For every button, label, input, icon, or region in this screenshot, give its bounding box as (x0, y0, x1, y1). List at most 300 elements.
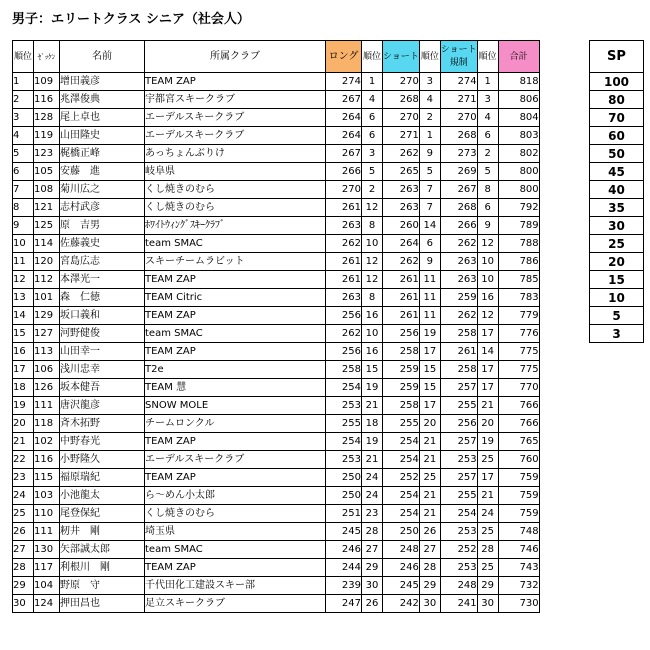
cell-total: 760 (498, 451, 539, 469)
cell-long-rank: 26 (362, 595, 383, 613)
cell-long-rank: 30 (362, 577, 383, 595)
cell-name: 矢部誠太郎 (60, 541, 145, 559)
cell-bib: 111 (34, 523, 60, 541)
cell-short-rank: 30 (419, 595, 440, 613)
cell-club: TEAM ZAP (145, 307, 326, 325)
table-row (13, 487, 540, 505)
sp-value: 10 (590, 289, 644, 307)
cell-short: 242 (383, 595, 420, 613)
cell-short-regulated-rank: 17 (477, 379, 498, 397)
sp-value: 60 (590, 127, 644, 145)
cell-long: 263 (326, 289, 362, 307)
cell-rank: 21 (13, 433, 34, 451)
cell-long-rank: 18 (362, 415, 383, 433)
cell-rank: 12 (13, 271, 34, 289)
cell-short-regulated: 263 (440, 271, 477, 289)
header-short-regulated (440, 41, 477, 73)
cell-name: 籾井 剛 (60, 523, 145, 541)
cell-long-rank: 8 (362, 217, 383, 235)
cell-name: 增田義彦 (60, 73, 145, 91)
cell-club: TEAM 慧 (145, 379, 326, 397)
cell-bib: 104 (34, 577, 60, 595)
cell-short: 262 (383, 145, 420, 163)
cell-long-rank: 27 (362, 541, 383, 559)
cell-club: エーデルスキークラブ (145, 451, 326, 469)
cell-bib: 110 (34, 505, 60, 523)
cell-total: 770 (498, 379, 539, 397)
cell-long: 255 (326, 415, 362, 433)
cell-long: 256 (326, 307, 362, 325)
cell-short-rank: 14 (419, 217, 440, 235)
cell-rank: 6 (13, 163, 34, 181)
cell-short-regulated-rank: 29 (477, 577, 498, 595)
cell-short: 260 (383, 217, 420, 235)
cell-club: team SMAC (145, 235, 326, 253)
table-row (13, 541, 540, 559)
cell-bib: 102 (34, 433, 60, 451)
table-row (13, 343, 540, 361)
cell-short-regulated: 259 (440, 289, 477, 307)
cell-short-regulated: 257 (440, 469, 477, 487)
cell-short-regulated: 273 (440, 145, 477, 163)
sp-row (590, 271, 644, 289)
cell-bib: 114 (34, 235, 60, 253)
cell-total: 743 (498, 559, 539, 577)
results-body (13, 73, 540, 613)
cell-long-rank: 10 (362, 325, 383, 343)
sp-value: 80 (590, 91, 644, 109)
cell-short: 256 (383, 325, 420, 343)
cell-short-regulated: 262 (440, 235, 477, 253)
cell-total: 759 (498, 505, 539, 523)
cell-short-regulated: 269 (440, 163, 477, 181)
header-short-regulated-rank: 順位 (477, 41, 498, 73)
cell-club: 千代田化工建設スキー部 (145, 577, 326, 595)
cell-short: 254 (383, 505, 420, 523)
cell-bib: 125 (34, 217, 60, 235)
cell-total: 804 (498, 109, 539, 127)
cell-long-rank: 6 (362, 109, 383, 127)
cell-name: 山田幸一 (60, 343, 145, 361)
table-row (13, 325, 540, 343)
cell-bib: 116 (34, 451, 60, 469)
cell-long-rank: 19 (362, 379, 383, 397)
cell-long-rank: 8 (362, 289, 383, 307)
cell-short: 265 (383, 163, 420, 181)
header-rank: 順位 (13, 41, 34, 73)
cell-total: 732 (498, 577, 539, 595)
cell-club: あっちょんぶりけ (145, 145, 326, 163)
header-row (13, 41, 540, 73)
cell-short-regulated-rank: 2 (477, 145, 498, 163)
cell-long: 245 (326, 523, 362, 541)
cell-short-regulated: 248 (440, 577, 477, 595)
sp-row (590, 73, 644, 91)
cell-club: TEAM ZAP (145, 469, 326, 487)
sp-row (590, 127, 644, 145)
table-row (13, 271, 540, 289)
cell-rank: 13 (13, 289, 34, 307)
cell-name: 押田昌也 (60, 595, 145, 613)
cell-club: くし焼きのむら (145, 505, 326, 523)
cell-short-rank: 15 (419, 361, 440, 379)
cell-short-regulated-rank: 6 (477, 199, 498, 217)
sp-header-row (590, 41, 644, 73)
cell-name: 坂本健吾 (60, 379, 145, 397)
header-short-regulated-line2: 規制 (449, 57, 468, 68)
cell-name: 尾登保紀 (60, 505, 145, 523)
table-row (13, 433, 540, 451)
cell-short-regulated-rank: 21 (477, 397, 498, 415)
cell-short-regulated-rank: 24 (477, 505, 498, 523)
cell-short-regulated: 270 (440, 109, 477, 127)
cell-long-rank: 12 (362, 253, 383, 271)
table-row (13, 415, 540, 433)
sp-row (590, 289, 644, 307)
cell-long: 253 (326, 397, 362, 415)
cell-short: 268 (383, 91, 420, 109)
cell-short-rank: 7 (419, 181, 440, 199)
cell-long-rank: 24 (362, 469, 383, 487)
sp-value: 30 (590, 217, 644, 235)
cell-total: 775 (498, 343, 539, 361)
cell-total: 786 (498, 253, 539, 271)
header-short-rank: 順位 (419, 41, 440, 73)
cell-short-rank: 19 (419, 325, 440, 343)
cell-short-regulated-rank: 25 (477, 559, 498, 577)
sp-row (590, 181, 644, 199)
cell-rank: 3 (13, 109, 34, 127)
cell-short-rank: 6 (419, 235, 440, 253)
header-long: ロング (326, 41, 362, 73)
sp-row (590, 307, 644, 325)
cell-short-regulated: 258 (440, 361, 477, 379)
cell-short: 255 (383, 415, 420, 433)
cell-club: くし焼きのむら (145, 199, 326, 217)
cell-long: 267 (326, 145, 362, 163)
cell-bib: 126 (34, 379, 60, 397)
cell-short: 261 (383, 271, 420, 289)
cell-rank: 16 (13, 343, 34, 361)
cell-short-regulated: 267 (440, 181, 477, 199)
sp-table (589, 40, 644, 343)
header-bib: ｾﾞｯｹﾝ (34, 41, 60, 73)
cell-name: 小野隆久 (60, 451, 145, 469)
table-row (13, 469, 540, 487)
cell-name: 森 仁徳 (60, 289, 145, 307)
cell-total: 746 (498, 541, 539, 559)
cell-rank: 7 (13, 181, 34, 199)
cell-club: チームロンクル (145, 415, 326, 433)
cell-name: 安藤 進 (60, 163, 145, 181)
table-row (13, 505, 540, 523)
cell-rank: 28 (13, 559, 34, 577)
cell-short: 258 (383, 343, 420, 361)
sp-row (590, 199, 644, 217)
cell-short-rank: 9 (419, 145, 440, 163)
cell-club: SNOW MOLE (145, 397, 326, 415)
cell-bib: 101 (34, 289, 60, 307)
table-row (13, 451, 540, 469)
table-row (13, 307, 540, 325)
cell-short-regulated-rank: 25 (477, 451, 498, 469)
cell-bib: 130 (34, 541, 60, 559)
cell-rank: 15 (13, 325, 34, 343)
cell-short-regulated-rank: 1 (477, 73, 498, 91)
cell-club: 岐阜県 (145, 163, 326, 181)
cell-long: 270 (326, 181, 362, 199)
cell-long: 261 (326, 271, 362, 289)
cell-club: 足立スキークラブ (145, 595, 326, 613)
cell-short-regulated: 241 (440, 595, 477, 613)
cell-long: 261 (326, 199, 362, 217)
cell-name: 福原瑞紀 (60, 469, 145, 487)
cell-short: 263 (383, 181, 420, 199)
cell-club: TEAM ZAP (145, 433, 326, 451)
cell-rank: 1 (13, 73, 34, 91)
cell-total: 730 (498, 595, 539, 613)
table-row (13, 577, 540, 595)
cell-club: TEAM ZAP (145, 73, 326, 91)
sp-value: 40 (590, 181, 644, 199)
cell-name: 菊川広之 (60, 181, 145, 199)
sp-row (590, 109, 644, 127)
cell-rank: 27 (13, 541, 34, 559)
results-table (12, 40, 540, 613)
cell-short-regulated: 255 (440, 397, 477, 415)
cell-rank: 22 (13, 451, 34, 469)
table-row (13, 181, 540, 199)
header-short: ショート (383, 41, 420, 73)
cell-short-regulated: 253 (440, 559, 477, 577)
cell-total: 802 (498, 145, 539, 163)
cell-long-rank: 24 (362, 487, 383, 505)
table-row (13, 127, 540, 145)
cell-short-rank: 9 (419, 253, 440, 271)
cell-short-regulated-rank: 4 (477, 109, 498, 127)
header-total: 合計 (498, 41, 539, 73)
cell-name: 中野春光 (60, 433, 145, 451)
cell-short-regulated: 253 (440, 451, 477, 469)
cell-long: 247 (326, 595, 362, 613)
cell-name: 宮島広志 (60, 253, 145, 271)
cell-long: 256 (326, 343, 362, 361)
cell-long-rank: 6 (362, 127, 383, 145)
cell-short-regulated: 258 (440, 325, 477, 343)
cell-name: 本澤光一 (60, 271, 145, 289)
cell-rank: 2 (13, 91, 34, 109)
cell-total: 779 (498, 307, 539, 325)
cell-short-rank: 21 (419, 505, 440, 523)
cell-long: 264 (326, 109, 362, 127)
cell-name: 河野健俊 (60, 325, 145, 343)
cell-short-regulated: 271 (440, 91, 477, 109)
table-row (13, 199, 540, 217)
cell-club: エーデルスキークラブ (145, 109, 326, 127)
cell-short-regulated-rank: 25 (477, 523, 498, 541)
cell-short-rank: 21 (419, 433, 440, 451)
cell-club: くし焼きのむら (145, 181, 326, 199)
cell-short-regulated: 257 (440, 379, 477, 397)
cell-long: 250 (326, 469, 362, 487)
cell-short: 258 (383, 397, 420, 415)
page-title: 男子：エリートクラス シニア（社会人） (12, 12, 250, 27)
cell-short-regulated: 268 (440, 199, 477, 217)
cell-short: 254 (383, 487, 420, 505)
header-long-rank: 順位 (362, 41, 383, 73)
cell-bib: 123 (34, 145, 60, 163)
cell-total: 800 (498, 163, 539, 181)
cell-rank: 18 (13, 379, 34, 397)
cell-short-regulated-rank: 6 (477, 127, 498, 145)
cell-name: 原 吉男 (60, 217, 145, 235)
cell-bib: 112 (34, 271, 60, 289)
cell-club: TEAM ZAP (145, 271, 326, 289)
sp-row (590, 145, 644, 163)
cell-long: 251 (326, 505, 362, 523)
cell-name: 唐沢龍彦 (60, 397, 145, 415)
cell-short-rank: 29 (419, 577, 440, 595)
cell-rank: 11 (13, 253, 34, 271)
cell-long-rank: 29 (362, 559, 383, 577)
cell-rank: 30 (13, 595, 34, 613)
sp-row (590, 91, 644, 109)
cell-rank: 20 (13, 415, 34, 433)
cell-short-regulated: 252 (440, 541, 477, 559)
cell-short-regulated: 257 (440, 433, 477, 451)
cell-long: 258 (326, 361, 362, 379)
cell-bib: 109 (34, 73, 60, 91)
cell-short-rank: 17 (419, 397, 440, 415)
cell-bib: 117 (34, 559, 60, 577)
cell-short-rank: 5 (419, 163, 440, 181)
cell-long-rank: 21 (362, 397, 383, 415)
cell-bib: 105 (34, 163, 60, 181)
cell-long: 246 (326, 541, 362, 559)
cell-long: 274 (326, 73, 362, 91)
table-row (13, 109, 540, 127)
cell-long-rank: 23 (362, 505, 383, 523)
cell-name: 斉木拓野 (60, 415, 145, 433)
cell-short: 254 (383, 433, 420, 451)
cell-bib: 116 (34, 91, 60, 109)
cell-bib: 108 (34, 181, 60, 199)
sp-value: 25 (590, 235, 644, 253)
cell-short-regulated-rank: 14 (477, 343, 498, 361)
cell-rank: 24 (13, 487, 34, 505)
cell-short: 246 (383, 559, 420, 577)
cell-bib: 103 (34, 487, 60, 505)
cell-short: 259 (383, 361, 420, 379)
cell-total: 776 (498, 325, 539, 343)
cell-short-regulated: 266 (440, 217, 477, 235)
cell-long: 244 (326, 559, 362, 577)
cell-total: 806 (498, 91, 539, 109)
cell-long-rank: 16 (362, 343, 383, 361)
table-row (13, 145, 540, 163)
cell-short-rank: 4 (419, 91, 440, 109)
cell-short-regulated: 255 (440, 487, 477, 505)
cell-short: 271 (383, 127, 420, 145)
cell-short-regulated-rank: 5 (477, 163, 498, 181)
cell-short: 245 (383, 577, 420, 595)
cell-short: 264 (383, 235, 420, 253)
cell-long: 239 (326, 577, 362, 595)
cell-club: T2e (145, 361, 326, 379)
cell-total: 803 (498, 127, 539, 145)
cell-short-rank: 3 (419, 73, 440, 91)
cell-rank: 23 (13, 469, 34, 487)
cell-club: TEAM Citric (145, 289, 326, 307)
cell-name: 佐藤義史 (60, 235, 145, 253)
cell-short-regulated-rank: 17 (477, 361, 498, 379)
cell-short-regulated: 253 (440, 523, 477, 541)
cell-short-regulated-rank: 20 (477, 415, 498, 433)
cell-total: 766 (498, 415, 539, 433)
cell-short: 262 (383, 253, 420, 271)
cell-rank: 9 (13, 217, 34, 235)
table-row (13, 379, 540, 397)
cell-short-rank: 26 (419, 523, 440, 541)
cell-short-regulated-rank: 9 (477, 217, 498, 235)
header-name: 名前 (60, 41, 145, 73)
cell-long: 254 (326, 379, 362, 397)
cell-short-rank: 7 (419, 199, 440, 217)
cell-rank: 8 (13, 199, 34, 217)
cell-long: 254 (326, 433, 362, 451)
cell-long: 263 (326, 217, 362, 235)
cell-short-rank: 1 (419, 127, 440, 145)
cell-short-regulated-rank: 16 (477, 289, 498, 307)
cell-long-rank: 21 (362, 451, 383, 469)
cell-total: 766 (498, 397, 539, 415)
cell-long-rank: 19 (362, 433, 383, 451)
cell-total: 788 (498, 235, 539, 253)
cell-total: 792 (498, 199, 539, 217)
cell-club: 埼玉県 (145, 523, 326, 541)
sp-row (590, 253, 644, 271)
cell-club: エーデルスキークラブ (145, 127, 326, 145)
table-row (13, 235, 540, 253)
cell-bib: 129 (34, 307, 60, 325)
sp-row (590, 163, 644, 181)
cell-long-rank: 4 (362, 91, 383, 109)
cell-long: 266 (326, 163, 362, 181)
cell-club: team SMAC (145, 325, 326, 343)
cell-name: 梶橋正峰 (60, 145, 145, 163)
table-row (13, 91, 540, 109)
cell-name: 兆澤俊典 (60, 91, 145, 109)
cell-name: 山田隆史 (60, 127, 145, 145)
cell-rank: 26 (13, 523, 34, 541)
cell-short-regulated-rank: 17 (477, 469, 498, 487)
cell-short-regulated-rank: 12 (477, 307, 498, 325)
cell-short-rank: 17 (419, 343, 440, 361)
cell-name: 利根川 剛 (60, 559, 145, 577)
cell-long-rank: 3 (362, 145, 383, 163)
cell-short: 263 (383, 199, 420, 217)
cell-long-rank: 10 (362, 235, 383, 253)
cell-short-rank: 27 (419, 541, 440, 559)
cell-bib: 120 (34, 253, 60, 271)
cell-short: 254 (383, 451, 420, 469)
cell-long: 264 (326, 127, 362, 145)
sp-row (590, 235, 644, 253)
sp-value: 35 (590, 199, 644, 217)
cell-name: 坂口義和 (60, 307, 145, 325)
cell-bib: 119 (34, 127, 60, 145)
sp-value: 45 (590, 163, 644, 181)
